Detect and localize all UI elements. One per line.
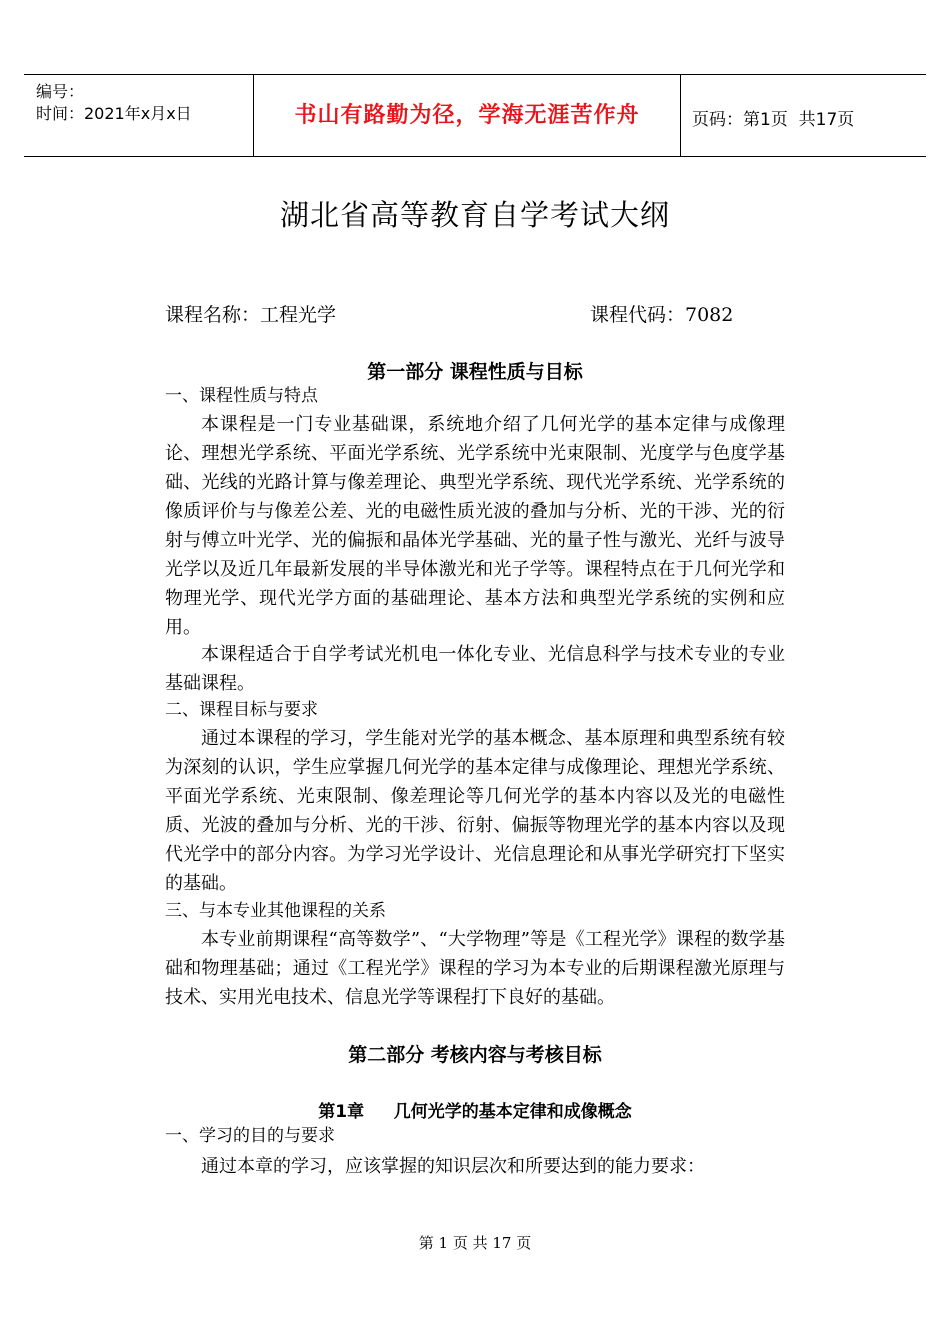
part1-section2-paragraph: 通过本课程的学习，学生能对光学的基本概念、基本原理和典型系统有较为深刻的认识，学生应掌握几何光学的基本定律与成像理论、理想光学系统、平面光学系统、光束限制、像差理论等几何光学的基本内容以及光的电磁性质、光波的叠加与分析、光的干涉、衍射、偏振等物理光学的基本内容以及现代光学中的部分内容。为学习光学设计、光信息理论和从事光学研究打下坚实的基础。 [165, 728, 785, 894]
document-title: 湖北省高等教育自学考试大纲 [279, 198, 670, 232]
part1-heading: 第一部分 课程性质与目标 [367, 361, 583, 383]
part1-section1-label: 一、课程性质与特点 [165, 386, 318, 406]
part1-section1-paragraph2: 本课程适合于自学考试光机电一体化专业、光信息科学与技术专业的专业基础课程。 [165, 644, 785, 694]
chapter1-section1-label: 一、学习的目的与要求 [165, 1126, 335, 1146]
part1-section3-paragraph: 本专业前期课程“高等数学”、“大学物理”等是《工程光学》课程的数学基础和物理基础；通过《工程光学》课程的学习为本专业的后期课程激光原理与技术、实用光电技术、信息光学等课程打下良好的基础。 [165, 929, 785, 1008]
course-code: 课程代码：7082 [590, 304, 734, 326]
header-motto: 书山有路勤为径，学海无涯苦作舟 [253, 75, 681, 156]
chapter1-heading: 第1章 几何光学的基本定律和成像概念 [318, 1102, 632, 1122]
page-footer: 第 1 页 共 17 页 [418, 1234, 532, 1252]
part1-section2-label: 二、课程目标与要求 [165, 700, 318, 720]
page-header [24, 74, 926, 157]
chapter1-section1-paragraph: 通过本章的学习，应该掌握的知识层次和所要达到的能力要求： [201, 1156, 705, 1177]
header-meta [24, 75, 253, 156]
part1-section3-label: 三、与本专业其他课程的关系 [165, 901, 386, 921]
time-label: 时间：2021年x月x日 [36, 104, 192, 123]
number-label: 编号： [36, 82, 85, 101]
course-name: 课程名称：工程光学 [165, 304, 337, 326]
header-page-info: 页码：第1页 共17页 [692, 110, 855, 130]
part2-heading: 第二部分 考核内容与考核目标 [348, 1044, 602, 1066]
part1-section1-paragraph1: 本课程是一门专业基础课，系统地介绍了几何光学的基本定律与成像理论、理想光学系统、平面光学系统、光学系统中光束限制、光度学与色度学基础、光线的光路计算与像差理论、典型光学系统、现代光学系统、光学系统的像质评价与与像差公差、光的电磁性质光波的叠加与分析、光的干涉、光的衍射与傅立叶光学、光的偏振和晶体光学基础、光的量子性与激光、光纤与波导光学以及近几年最新发展的半导体激光和光子学等。课程特点在于几何光学和物理光学、现代光学方面的基础理论、基本方法和典型光学系统的实例和应用。 [165, 414, 785, 638]
